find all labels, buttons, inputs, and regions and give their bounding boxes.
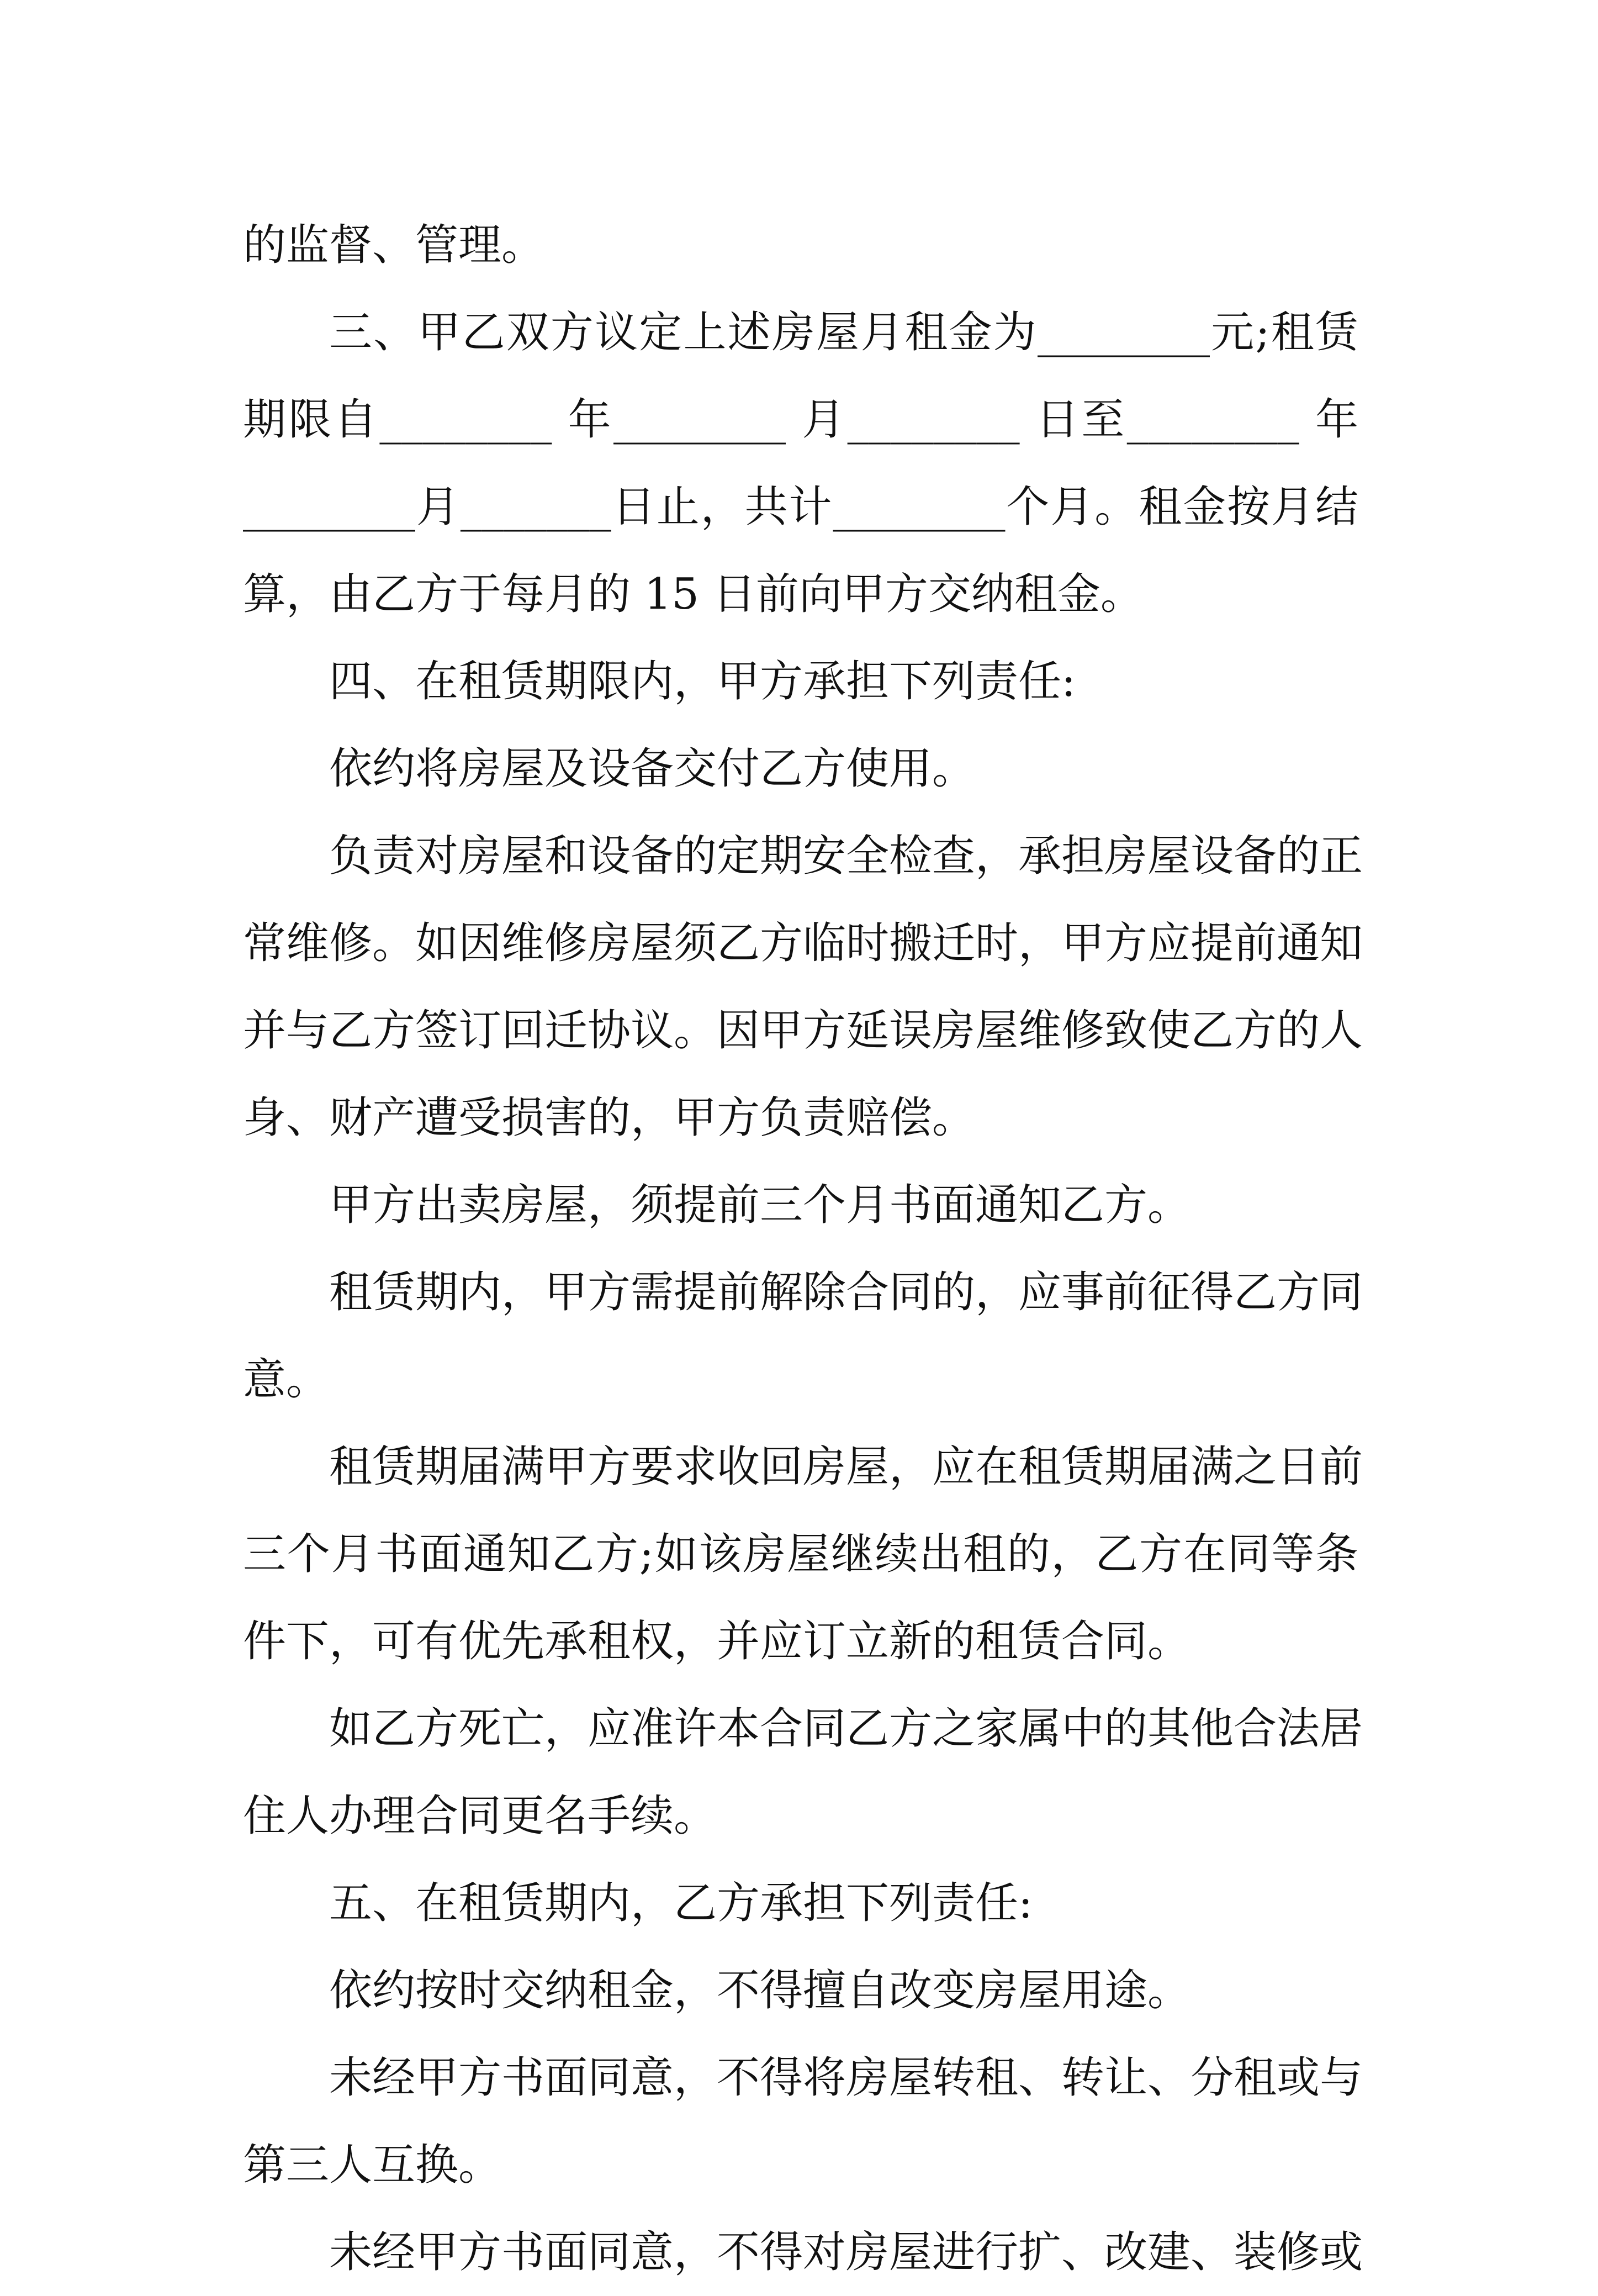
text-line: 如乙方死亡，应准许本合同乙方之家属中的其他合法居 <box>329 1704 1363 1754</box>
text-line: 依约按时交纳租金，不得擅自改变房屋用途。 <box>329 1966 1191 2015</box>
text-line: 的监督、管理。 <box>243 220 545 270</box>
text-line: 意。 <box>243 1355 330 1405</box>
document-body <box>243 202 1363 2296</box>
text-line: 五、在租赁期内，乙方承担下列责任: <box>329 1878 1033 1928</box>
text-line: 算，由乙方于每月的 15 日前向甲方交纳租金。 <box>243 569 1144 619</box>
text-line: 并与乙方签订回迁协议。因甲方延误房屋维修致使乙方的人 <box>243 1006 1363 1055</box>
text-line: 租赁期内，甲方需提前解除合同的，应事前征得乙方同 <box>329 1268 1363 1317</box>
text-line: 三个月书面通知乙方;如该房屋继续出租的，乙方在同等条 <box>243 1529 1358 1579</box>
text-line: 身、财产遭受损害的，甲方负责赔偿。 <box>243 1093 976 1143</box>
text-line: 三、甲乙双方议定上述房屋月租金为________元;租赁 <box>329 308 1358 357</box>
text-line: 未经甲方书面同意，不得对房屋进行扩、改建、装修或 <box>329 2228 1363 2277</box>
text-line: 住人办理合同更名手续。 <box>243 1791 717 1841</box>
text-line: 常维修。如因维修房屋须乙方临时搬迁时，甲方应提前通知 <box>243 919 1363 968</box>
text-line: 未经甲方书面同意，不得将房屋转租、转让、分租或与 <box>329 2053 1363 2103</box>
text-line: 租赁期届满甲方要求收回房屋，应在租赁期届满之日前 <box>329 1442 1363 1492</box>
text-line: ________月_______日止，共计________个月。租金按月结 <box>243 482 1358 532</box>
text-line: 期限自________ 年________ 月________ 日至________ 年 <box>243 395 1358 445</box>
text-line: 甲方出卖房屋，须提前三个月书面通知乙方。 <box>329 1180 1191 1230</box>
text-line: 件下，可有优先承租权，并应订立新的租赁合同。 <box>243 1617 1191 1666</box>
text-line: 四、在租赁期限内，甲方承担下列责任: <box>329 657 1076 706</box>
text-line: 依约将房屋及设备交付乙方使用。 <box>329 744 976 794</box>
text-line: 第三人互换。 <box>243 2140 502 2190</box>
text-line: 负责对房屋和设备的定期安全检查，承担房屋设备的正 <box>329 831 1363 881</box>
